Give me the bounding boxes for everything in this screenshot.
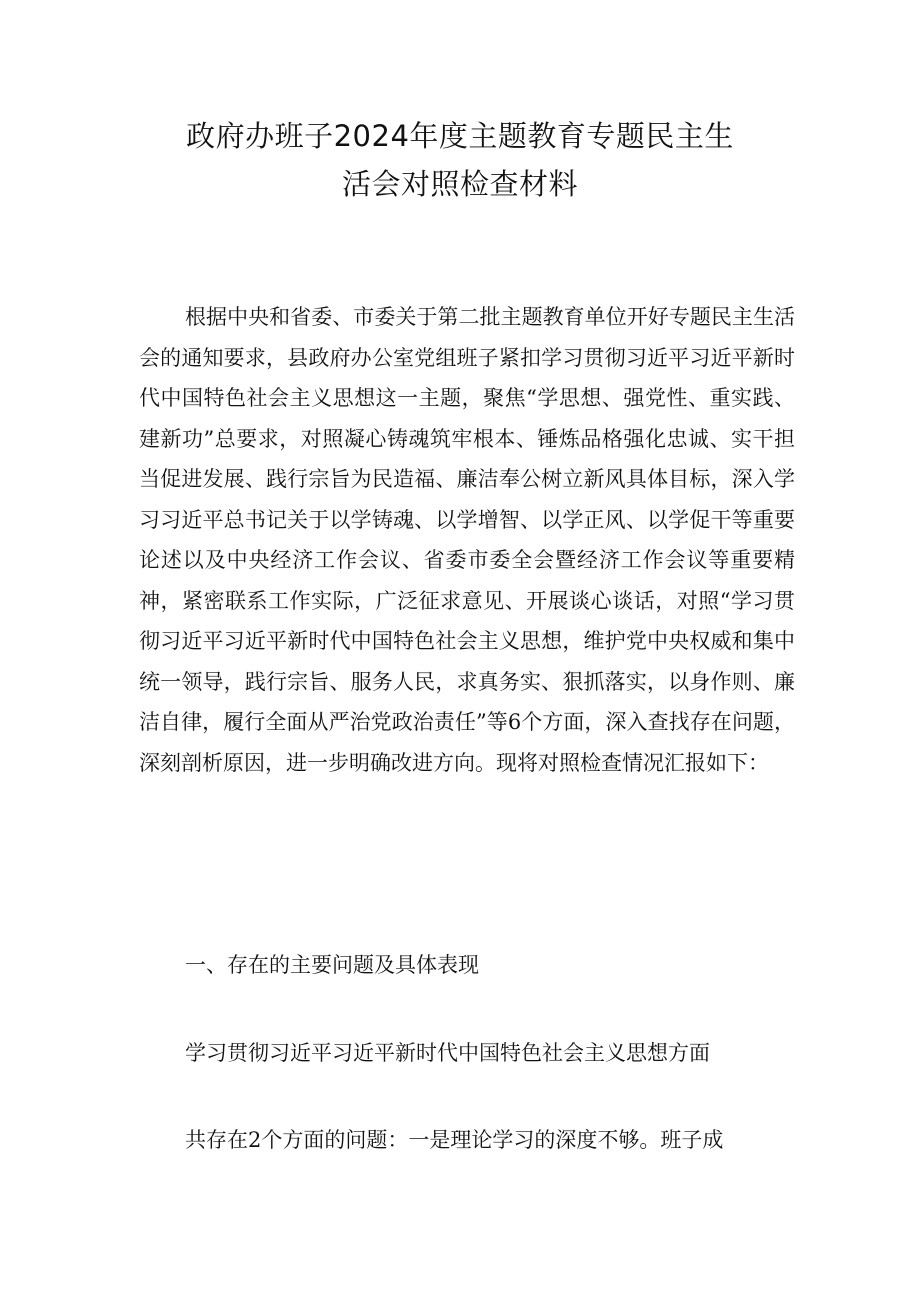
subsection-heading: 学习贯彻习近平习近平新时代中国特色社会主义思想方面 bbox=[185, 1041, 710, 1065]
title-line-2: 活会对照检查材料 bbox=[341, 167, 578, 201]
body-paragraph: 共存在2个方面的问题：一是理论学习的深度不够。班子成 bbox=[185, 1128, 724, 1152]
intro-paragraph: 根据中央和省委、市委关于第二批主题教育单位开好专题民主生活会的通知要求，县政府办公室党组班子紧扣学习贯彻习近平习近平新时代中国特色社会主义思想这一主题，聚焦“学思想、强党性、重实践、建新功”总要求，对照凝心铸魂筑牢根本、锤炼品格强化忠诚、实干担当促进发展、践行宗旨为民造福、廉洁奉公树立新风具体目标，深入学习习近平总书记关于以学铸魂、以学增智、以学正风、以学促干等重要论述以及中央经济工作会议、省委市委全会暨经济工作会议等重要精神，紧密联系工作实际，广泛征求意见、开展谈心谈话，对照“学习贯彻习近平习近平新时代中国特色社会主义思想，维护党中央权威和集中统一领导，践行宗旨、服务人民，求真务实、狠抓落实，以身作则、廉洁自律，履行全面从严治党政治责任”等6个方面，深入查找存在问题，深刻剖析原因，进一步明确改进方向。现将对照检查情况汇报如下： bbox=[139, 305, 795, 775]
section-heading: 一、存在的主要问题及具体表现 bbox=[185, 953, 479, 977]
document-title bbox=[140, 112, 780, 208]
title-line-1: 政府办班子2024年度主题教育专题民主生 bbox=[186, 119, 734, 153]
